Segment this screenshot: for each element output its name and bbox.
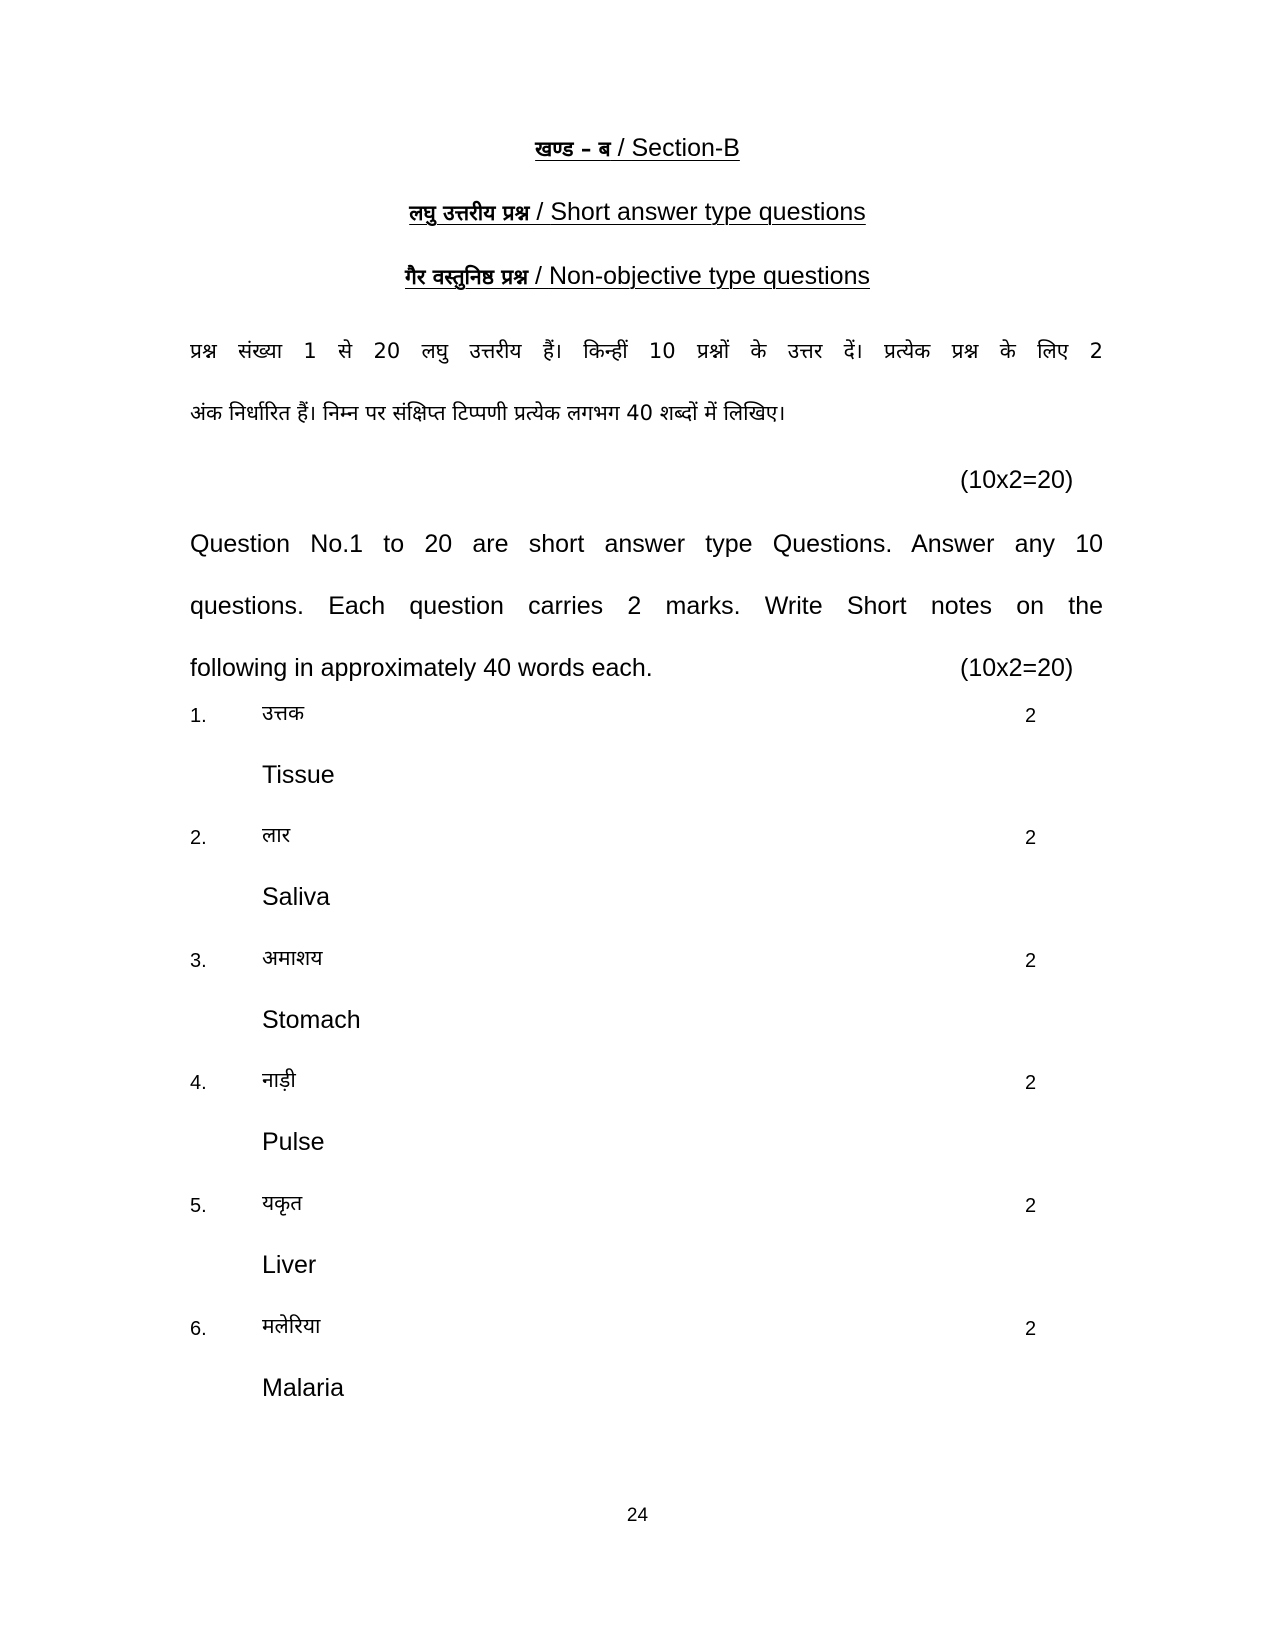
question-type-heading-hindi: लघु उत्तरीय प्रश्न bbox=[409, 201, 530, 225]
question-marks: 2 bbox=[1025, 1072, 1037, 1094]
instructions-hindi-line-2: अंक निर्धारित हैं। निम्न पर संक्षिप्त टिप्पणी प्रत्येक लगभग 40 शब्दों में लिखिए। bbox=[190, 401, 786, 425]
heading-separator: / bbox=[529, 198, 551, 226]
objective-type-heading bbox=[0, 261, 1275, 292]
question-marks: 2 bbox=[1025, 950, 1037, 972]
heading-separator: / bbox=[610, 134, 632, 162]
question-number: 3. bbox=[190, 950, 207, 972]
question-item bbox=[190, 1312, 1090, 1440]
question-marks: 2 bbox=[1025, 827, 1037, 849]
section-heading-hindi: खण्ड – ब bbox=[535, 137, 611, 161]
question-text-english: Tissue bbox=[262, 761, 335, 789]
section-heading bbox=[0, 133, 1275, 164]
question-text-english: Stomach bbox=[262, 1006, 361, 1034]
question-number: 4. bbox=[190, 1072, 207, 1094]
question-number: 2. bbox=[190, 827, 207, 849]
instructions-english-line-2: questions. Each question carries 2 marks. Write Short notes on the bbox=[190, 592, 1103, 620]
question-marks: 2 bbox=[1025, 1318, 1037, 1340]
question-text-hindi: मलेरिया bbox=[262, 1314, 321, 1338]
question-text-hindi: यकृत bbox=[262, 1191, 303, 1215]
question-text-english: Saliva bbox=[262, 883, 331, 911]
question-item bbox=[190, 821, 1090, 949]
question-number: 1. bbox=[190, 705, 207, 727]
heading-separator: / bbox=[528, 262, 549, 290]
total-marks-hindi: (10x2=20) bbox=[960, 466, 1074, 494]
question-item bbox=[190, 1189, 1090, 1317]
question-text-hindi: लार bbox=[262, 823, 291, 847]
question-item bbox=[190, 699, 1090, 827]
instructions-hindi-line-1: प्रश्न संख्या 1 से 20 लघु उत्तरीय हैं। किन्हीं 10 प्रश्नों के उत्तर दें। प्रत्येक प्रश्न के लिए 2 bbox=[190, 339, 1103, 363]
question-number: 6. bbox=[190, 1318, 207, 1340]
question-text-hindi: अमाशय bbox=[262, 946, 323, 970]
objective-type-heading-english: Non-objective type questions bbox=[548, 262, 870, 290]
instructions-english-line-3-row bbox=[190, 637, 1103, 699]
question-number: 5. bbox=[190, 1195, 207, 1217]
instructions-english-line-3: following in approximately 40 words each. bbox=[190, 654, 653, 682]
question-item bbox=[190, 1066, 1090, 1194]
question-text-english: Liver bbox=[262, 1251, 317, 1279]
question-text-english: Malaria bbox=[262, 1374, 344, 1402]
question-type-heading-english: Short answer type questions bbox=[550, 198, 866, 226]
question-text-english: Pulse bbox=[262, 1128, 325, 1156]
question-marks: 2 bbox=[1025, 1195, 1037, 1217]
question-text-hindi: उत्तक bbox=[262, 701, 305, 725]
instructions-english-line-1: Question No.1 to 20 are short answer type Questions. Answer any 10 bbox=[190, 530, 1103, 558]
question-type-heading bbox=[0, 197, 1275, 228]
objective-type-heading-hindi: गैर वस्तुनिष्ठ प्रश्न bbox=[405, 265, 529, 289]
question-item bbox=[190, 944, 1090, 1072]
question-text-hindi: नाड़ी bbox=[262, 1068, 296, 1092]
section-heading-english: Section-B bbox=[631, 134, 740, 162]
instructions-hindi bbox=[190, 320, 1103, 444]
total-marks-english: (10x2=20) bbox=[960, 654, 1074, 682]
instructions-english bbox=[190, 513, 1103, 699]
page-number: 24 bbox=[626, 1505, 649, 1526]
question-marks: 2 bbox=[1025, 705, 1037, 727]
